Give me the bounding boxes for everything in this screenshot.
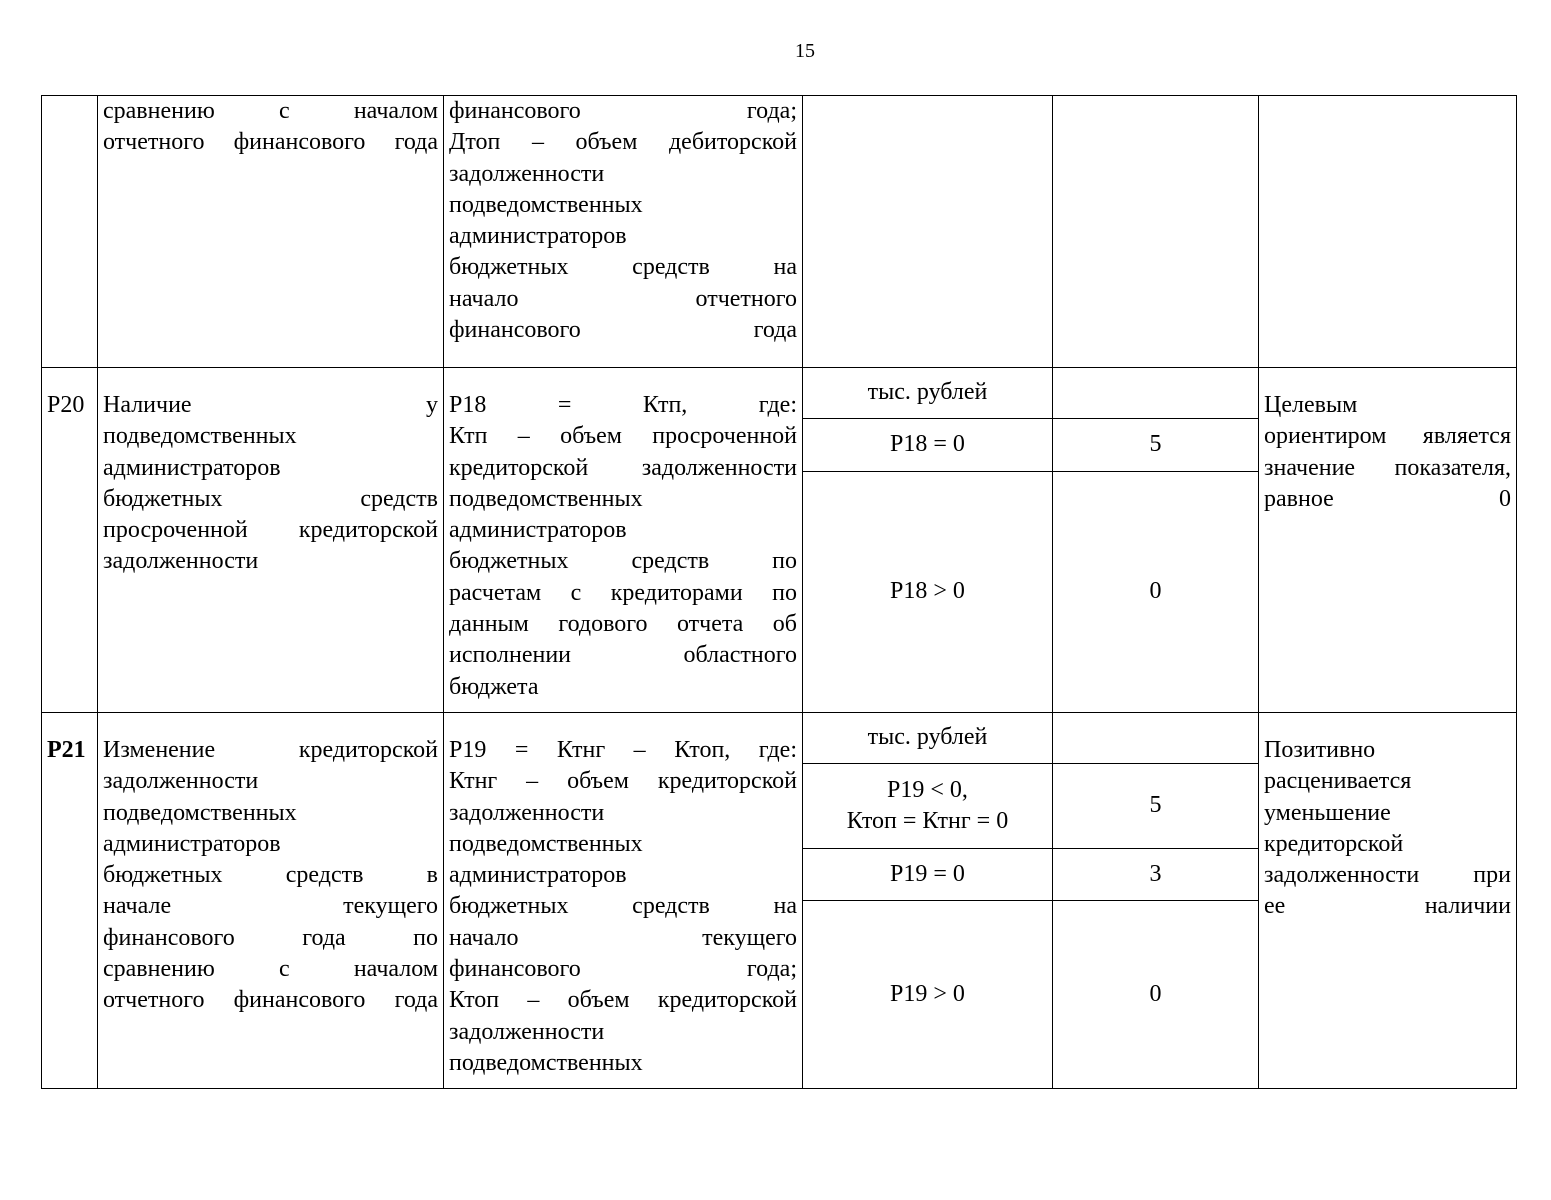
p20-formula-cell: P18 = Ктп, где: Ктп – объем просроченной кредиторской задолженности подведомственных администраторов бюджетных средств по расчетам с кредиторами по данным годового отчета об исполнении областного бюджета [444,368,803,713]
p20-score-1: 5 [1053,419,1259,472]
table-row-p20 [42,368,1517,419]
formula-cell: финансового года; Дтоп – объем дебиторской задолженности подведомственных администраторов бюджетных средств на начало отчетного финансового года [444,96,803,368]
comment-cell [1259,96,1517,368]
table-row-continuation [42,96,1517,368]
p20-comment-cell: Целевым ориентиром является значение показателя, равное 0 [1259,368,1517,713]
p21-score-2: 3 [1053,849,1259,901]
p21-unit: тыс. рублей [803,713,1053,764]
p21-condition-2: P19 = 0 [803,849,1053,901]
p21-condition-3: P19 > 0 [803,901,1053,1089]
code-cell [42,96,98,368]
score-cell [1053,96,1259,368]
p21-formula-cell: P19 = Ктнг – Ктоп, где: Ктнг – объем кредиторской задолженности подведомственных администраторов бюджетных средств на начало текущего финансового года; Ктоп – объем кредиторской задолженности подведомственных [444,713,803,1089]
unit-cell [803,96,1053,368]
p20-unit-score [1053,368,1259,419]
p21-condition-1: P19 < 0, Ктоп = Ктнг = 0 [803,764,1053,849]
p20-name-cell: Наличие у подведомственных администраторов бюджетных средств просроченной кредиторской задолженности [98,368,444,713]
table-row-p21 [42,713,1517,764]
p21-code: P21 [42,713,98,1089]
p20-score-2: 0 [1053,472,1259,713]
indicator-name-cell: сравнению с началом отчетного финансового года [98,96,444,368]
p21-score-1: 5 [1053,764,1259,849]
p21-name-cell: Изменение кредиторской задолженности подведомственных администраторов бюджетных средств в начале текущего финансового года по сравнению с началом отчетного финансового года [98,713,444,1089]
p21-comment-cell: Позитивно расценивается уменьшение кредиторской задолженности при ее наличии [1259,713,1517,1089]
p20-code: P20 [42,368,98,713]
p21-unit-score [1053,713,1259,764]
p20-condition-1: P18 = 0 [803,419,1053,472]
page-number: 15 [795,40,815,62]
indicators-table [41,95,1517,1089]
p20-unit: тыс. рублей [803,368,1053,419]
p20-condition-2: P18 > 0 [803,472,1053,713]
p21-score-3: 0 [1053,901,1259,1089]
